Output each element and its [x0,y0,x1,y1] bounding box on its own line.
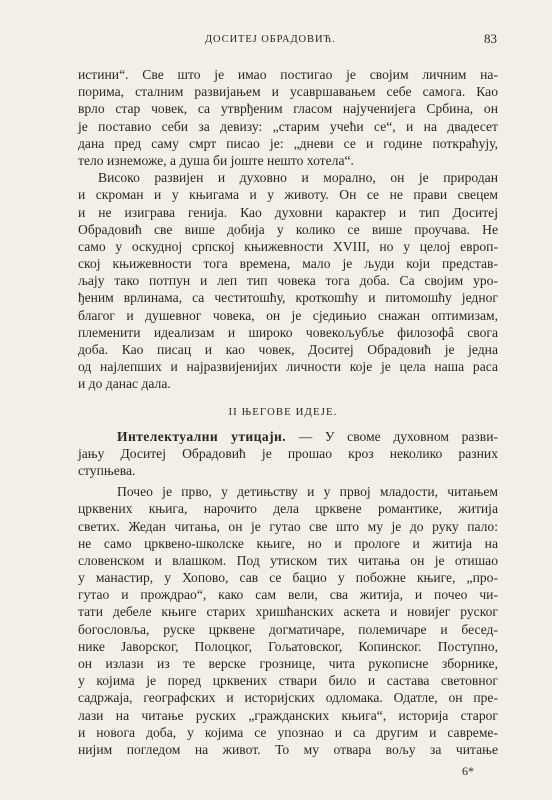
text-line: благог и душевног човека, он је сједињио снажан оптимизам, [78,307,498,323]
text-line: ској књижевности тога времена, мало је људи који представ- [78,256,498,272]
text-line: тати дебеле књиге старих хришћанских аскета и новијег руског [78,604,498,620]
text-line: ступњева. [78,462,136,478]
text-line: истини“. Све што је имао постигао је својим личним на- [78,67,498,82]
text-line: доба. Као писац и као човек, Доситеј Обрадовић је једна [78,342,498,357]
text-line: лази на читање руских „гражданских књига“, историја старог [78,707,498,723]
text-line: он излази из те верске грознице, чита рукописне зборнике, [78,656,498,671]
text-line: љају тако потпун и леп тип човека тога доба. Са својим уро- [78,273,498,289]
paragraph [78,428,498,480]
paragraph [78,483,498,758]
text-line: Високо развијен и духовно и морално, он је природан [98,170,498,186]
paragraph [78,169,498,392]
text-line: је поставио себи за девизу: „старим учећи се“, и на двадесет [78,118,498,134]
text-line: у којима је поред црквених ствари било и састава световног [78,673,498,689]
text-line: јању Доситеј Обрадовић је прошао кроз неколико разних [78,445,498,461]
text-line: Обрадовић све више добија у колико се више проучава. Не [78,221,498,237]
text-line: светих. Жедан читања, он је гутао све што му је до руку пало: [78,518,498,534]
text-line: и новога доба, у којима се упознао и са другим и савреме- [78,724,498,740]
text-line: тело изнеможе, а душа би јоште нешто хотела“. [78,152,354,168]
text-line: и не изиграва генија. Као духовни карактер и тип Доситеј [78,204,498,220]
text-line: и до данас дала. [78,376,171,392]
text-line: дана пред саму смрт писао је: „дневи се и године поткраћују, [78,135,498,151]
text-line [78,428,498,445]
paragraph-rest [78,445,498,479]
text-line: само у оскудној српској књижевности XVIII, но у целој европ- [78,238,498,254]
text-line: у манастир, у Хопово, сав се бацио у побожне књиге, „про- [78,570,498,586]
paragraph-lead: Интелектуални утицаји. [117,428,287,444]
text-line: нике Јаворског, Полоцког, Гољатовског, Копинског. Поступно, [78,638,498,654]
body-text [78,66,498,758]
text-line: Почео је прво, у детињству и у првој младости, читањем [117,484,498,500]
text-line: ђеним врлинама, са честитошћу, кроткошћу и питомошћу једног [78,290,498,306]
text-line: гутао и прождрао“, како сам вели, сва житија, и почео чи- [78,587,498,603]
text-line: словенском и влашком. Под утиском тих читања он је отишао [78,552,498,568]
text-line: порима, сталним развијањем и усавршавањем себе самога. Као [78,84,498,100]
text-line: садржаја, географских и историјских одломака. Одатле, он пре- [78,690,498,706]
text-line: нијим погледом на живот. То му отвара вољу за читање [78,741,498,757]
text-line: богословља, руске црквене догматичаре, полемичаре и бесед- [78,621,498,637]
text-line: не само црквено-школске књиге, но и прологе и житија на [78,535,498,551]
text-line-rest: — У своме духовном разви- [298,428,499,444]
section-heading: II ЊЕГОВЕ ИДЕЈЕ. [228,405,338,418]
paragraph [78,66,498,169]
running-head-title: ДОСИТЕЈ ОБРАДОВИЋ. [205,34,336,45]
text-line: врло стар човек, са утврђеним гласом најученијега Србина, он [78,101,498,117]
text-line: од најлепших и најразвијенијих личности које је цела наша раса [78,359,498,375]
page-number: 83 [484,31,497,46]
sheet-signature: 6* [462,764,474,778]
text-line: и скроман и у књигама и у животу. Он се не прави свецем [78,187,498,203]
text-line: племенити идеализам и широко човекољубље филозофâ свога [78,324,498,340]
text-line: црквених књига, нарочито дела црквене романтике, житија [78,501,498,517]
